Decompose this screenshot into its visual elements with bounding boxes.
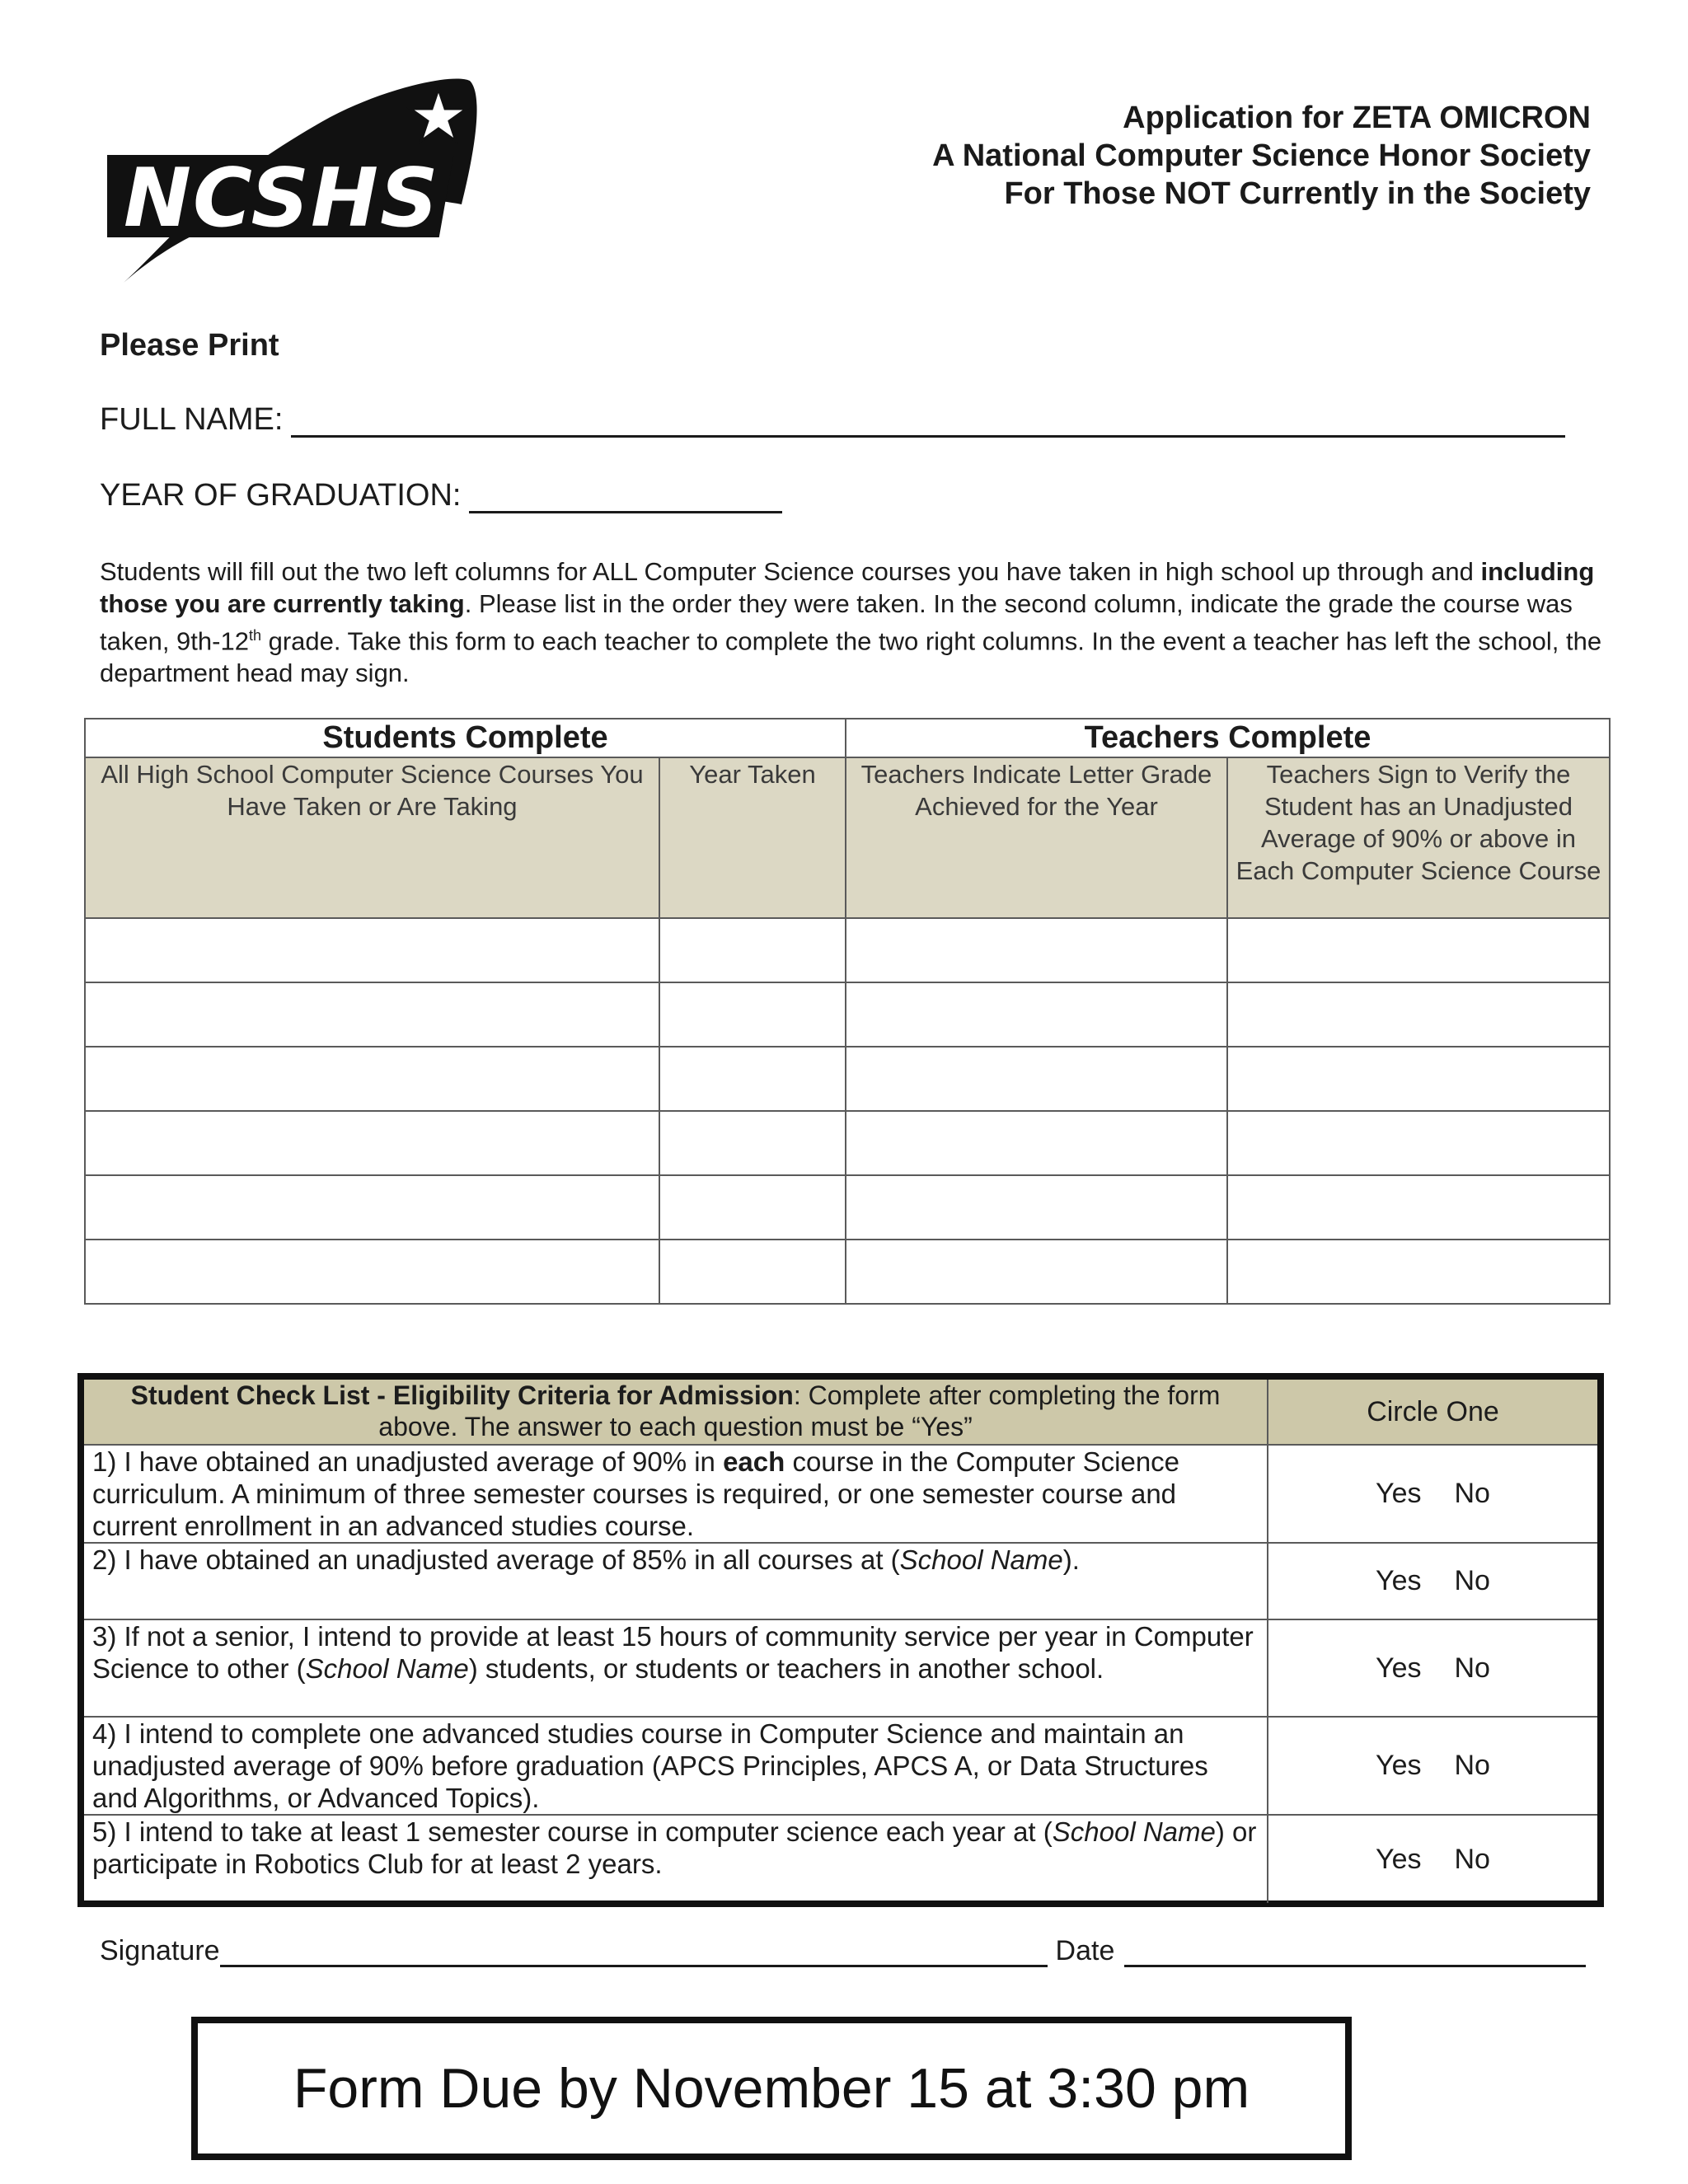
no-option[interactable]: No — [1454, 1478, 1490, 1509]
yes-no-choice — [1268, 1619, 1597, 1717]
signature-field[interactable] — [220, 1938, 1048, 1967]
grade-cell[interactable] — [846, 918, 1227, 982]
teachers-complete-header: Teachers Complete — [846, 719, 1610, 757]
signature-label: Signature — [100, 1935, 220, 1966]
checklist-item-5-text: 5) I intend to take at least 1 semester course in computer science each year at (School Name) or participate in Robotics Club for at least 2 years. — [84, 1815, 1268, 1903]
col-courses-header: All High School Computer Science Courses You Have Taken or Are Taking — [85, 757, 659, 918]
sign-cell[interactable] — [1227, 1240, 1610, 1304]
table-row — [85, 1240, 1610, 1304]
header-line-2: A National Computer Science Honor Society — [932, 138, 1591, 173]
no-option[interactable]: No — [1454, 1565, 1490, 1596]
course-cell[interactable] — [85, 1240, 659, 1304]
yes-no-choice — [1268, 1543, 1597, 1619]
table-row — [85, 982, 1610, 1047]
course-cell[interactable] — [85, 918, 659, 982]
no-option[interactable]: No — [1454, 1843, 1490, 1875]
course-cell[interactable] — [85, 1047, 659, 1111]
checklist-item-1-text: 1) I have obtained an unadjusted average of 90% in each course in the Computer Science curriculum. A minimum of three semester courses is required, or one semester course and current enrollment in an advanced studies course. — [84, 1445, 1268, 1543]
table-row — [85, 1111, 1610, 1175]
header-line-1: Application for ZETA OMICRON — [1123, 101, 1591, 135]
year-cell[interactable] — [659, 1175, 846, 1240]
graduation-label: YEAR OF GRADUATION: — [100, 478, 462, 513]
yes-option[interactable]: Yes — [1376, 1478, 1422, 1509]
year-cell[interactable] — [659, 1111, 846, 1175]
students-complete-header: Students Complete — [85, 719, 846, 757]
table-row — [85, 918, 1610, 982]
col-sign-header: Teachers Sign to Verify the Student has an Unadjusted Average of 90% or above in Each Computer Science Course — [1227, 757, 1610, 918]
date-label: Date — [1055, 1935, 1115, 1966]
form-header — [684, 99, 1591, 213]
sign-cell[interactable] — [1227, 1047, 1610, 1111]
graduation-row — [100, 478, 782, 513]
course-cell[interactable] — [85, 1175, 659, 1240]
year-cell[interactable] — [659, 1047, 846, 1111]
checklist-title: Student Check List - Eligibility Criteria for Admission: Complete after completing the form above. The answer to each question must be “Yes” — [84, 1380, 1268, 1445]
grade-cell[interactable] — [846, 1175, 1227, 1240]
graduation-field[interactable] — [469, 481, 782, 513]
col-year-header: Year Taken — [659, 757, 846, 918]
eligibility-checklist — [77, 1373, 1604, 1907]
checklist-item-2 — [84, 1543, 1597, 1619]
checklist-item-2-text: 2) I have obtained an unadjusted average of 85% in all courses at (School Name). — [84, 1543, 1268, 1619]
grade-cell[interactable] — [846, 1111, 1227, 1175]
header-line-3: For Those NOT Currently in the Society — [1004, 176, 1591, 211]
due-date-text: Form Due by November 15 at 3:30 pm — [293, 2057, 1250, 2120]
course-cell[interactable] — [85, 1111, 659, 1175]
sign-cell[interactable] — [1227, 918, 1610, 982]
checklist-item-4 — [84, 1717, 1597, 1815]
full-name-field[interactable] — [291, 405, 1565, 438]
course-cell[interactable] — [85, 982, 659, 1047]
checklist-item-5 — [84, 1815, 1597, 1903]
yes-no-choice — [1268, 1445, 1597, 1543]
grade-cell[interactable] — [846, 1240, 1227, 1304]
table-row — [85, 1175, 1610, 1240]
instructions-paragraph: Students will fill out the two left columns for ALL Computer Science courses you have taken in high school up through and including those you are currently taking. Please list in the order they were taken. In the second column, indicate the grade the course was taken, 9th-12th grade. Take this form to each teacher to complete the two right columns. In the event a teacher has left the school, the department head may sign. — [100, 557, 1602, 688]
sign-cell[interactable] — [1227, 1111, 1610, 1175]
yes-no-choice — [1268, 1717, 1597, 1815]
checklist-item-3 — [84, 1619, 1597, 1717]
signature-row — [100, 1935, 1586, 1967]
year-cell[interactable] — [659, 918, 846, 982]
col-grade-header: Teachers Indicate Letter Grade Achieved for the Year — [846, 757, 1227, 918]
sign-cell[interactable] — [1227, 1175, 1610, 1240]
full-name-label: FULL NAME: — [100, 402, 284, 437]
year-cell[interactable] — [659, 982, 846, 1047]
no-option[interactable]: No — [1454, 1750, 1490, 1781]
grade-cell[interactable] — [846, 982, 1227, 1047]
sign-cell[interactable] — [1227, 982, 1610, 1047]
yes-no-choice — [1268, 1815, 1597, 1903]
year-cell[interactable] — [659, 1240, 846, 1304]
course-table — [84, 718, 1611, 1305]
yes-option[interactable]: Yes — [1376, 1843, 1422, 1875]
checklist-item-1 — [84, 1445, 1597, 1543]
full-name-row — [100, 402, 1565, 438]
ncshs-logo — [107, 73, 486, 283]
checklist-item-4-text: 4) I intend to complete one advanced studies course in Computer Science and maintain an unadjusted average of 90% before graduation (APCS Principles, APCS A, or Data Structures and Algorithms, or Advanced Topics). — [84, 1717, 1268, 1815]
yes-option[interactable]: Yes — [1376, 1565, 1422, 1596]
checklist-item-3-text: 3) If not a senior, I intend to provide at least 15 hours of community service per year in Computer Science to other (School Name) students, or students or teachers in another school. — [84, 1619, 1268, 1717]
due-date-notice — [191, 2017, 1352, 2160]
grade-cell[interactable] — [846, 1047, 1227, 1111]
please-print-label: Please Print — [100, 328, 279, 363]
circle-one-header: Circle One — [1268, 1380, 1597, 1445]
yes-option[interactable]: Yes — [1376, 1652, 1422, 1684]
no-option[interactable]: No — [1454, 1652, 1490, 1684]
logo-text: NCSHS — [124, 152, 440, 246]
date-field[interactable] — [1124, 1938, 1586, 1967]
table-row — [85, 1047, 1610, 1111]
yes-option[interactable]: Yes — [1376, 1750, 1422, 1781]
